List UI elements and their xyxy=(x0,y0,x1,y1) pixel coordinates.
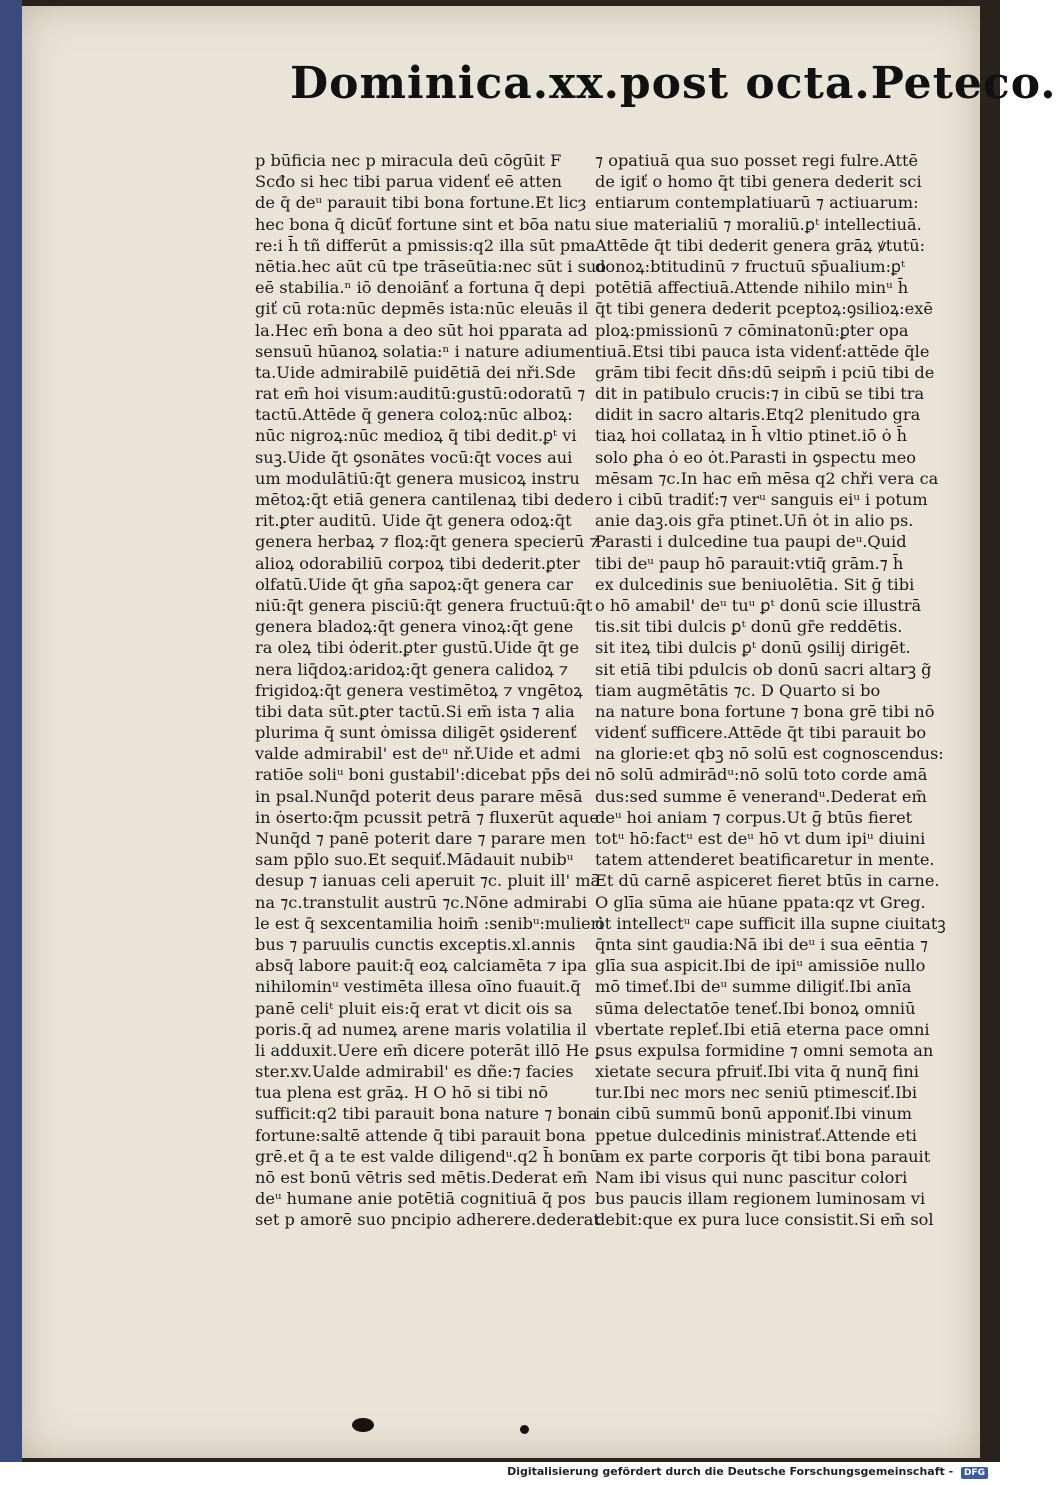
text-line: nihilominᵘ vestimēta illesa oīno fuauit.q̄ xyxy=(255,977,581,997)
page-heading: Dominica.xx.post octa.Peteco. xyxy=(290,58,1057,109)
dfg-logo: DFG xyxy=(961,1467,988,1479)
text-line: bus paucis illam regionem luminosam vi xyxy=(595,1189,926,1209)
text-line: na nature bona fortune ⁊ bona grē tibi nō xyxy=(595,701,935,721)
text-line: o hō amabil' deᵘ tuᵘ ꝑᵗ donū scie illustrā xyxy=(595,595,922,615)
text-line: de q̄ deᵘ parauit tibi bona fortune.Et licȝ xyxy=(255,193,587,213)
text-line: xietate secura pfruiť.Ibi vita q̄ nunq̄ fini xyxy=(595,1062,919,1082)
text-line: vbertate repleť.Ibi etiā eterna pace omni xyxy=(595,1019,930,1039)
text-line: donoꝝ:btitudinū ⁊ fructuū sp̄ualium:ꝑᵗ xyxy=(595,256,906,276)
text-line: set p amorē suo pncipio adherere.dederat xyxy=(255,1210,600,1230)
text-line: in psal.Nunq̄d poterit deus parare mēsā xyxy=(255,786,583,806)
text-line: Nam ibi visus qui nunc pascitur colori xyxy=(595,1168,908,1187)
text-line: tur.Ibi nec mors nec seniū ptimesciť.Ibi xyxy=(595,1083,918,1103)
text-line: rit.ꝑter auditū. Uide q̄t genera odoꝝ:q̄t xyxy=(255,511,572,531)
text-line: tibi deᵘ paup hō parauit:vtiq̄ grām.⁊ h̄ xyxy=(595,553,904,573)
text-line: anie daꝫ.ois gr̄a ptinet.Un̄ ȯt in alio ps. xyxy=(595,511,914,531)
text-line: nētia.hec aūt cū tpe trāseūtia:nec sūt i suo xyxy=(255,256,607,276)
text-line: ratiōe soliᵘ boni gustabil':dicebat pp̄s dei xyxy=(255,765,591,785)
text-line: nūc nigroꝝ:nūc medioꝝ q̄ tibi dedit.ꝑᵗ vi xyxy=(255,426,577,446)
text-line: le est q̄ sexcentamilia hoim̄ :senibᵘ:mulieri xyxy=(255,913,604,933)
text-line: siue materialiū ⁊ moraliū.ꝑᵗ intellectiuā. xyxy=(595,214,922,234)
text-line: ta.Uide admirabilē puidētiā dei nři.Sde xyxy=(255,362,576,382)
text-line: giť cū rota:nūc depmēs ista:nūc eleuās il xyxy=(255,299,589,319)
text-line: tiuā.Etsi tibi pauca ista videnť:attēde q̄le xyxy=(595,341,930,361)
text-line: alioꝝ odorabiliū corpoꝝ tibi dederit.ꝑter xyxy=(255,553,580,573)
text-line: rat em̄ hoi visum:auditū:gustū:odoratū ⁊ xyxy=(255,384,586,404)
text-line: entiarum contemplatiuarū ⁊ actiuarum: xyxy=(595,193,919,213)
text-line: ster.xv.Ualde admirabil' es dñe:⁊ facies xyxy=(255,1062,574,1082)
text-line: solo ꝑha ȯ eo ȯt.Parasti in ꝯspectu meo xyxy=(595,447,917,467)
text-line: ȯt intellectᵘ cape sufficit illa supne ciuitatꝫ xyxy=(595,913,946,933)
text-line: la.Hec em̄ bona a deo sūt hoi pparata ad xyxy=(255,320,588,340)
text-line: in cibū summū bonū apponiť.Ibi vinum xyxy=(595,1104,913,1124)
text-line: didit in sacro altaris.Etq2 plenitudo gra xyxy=(595,405,921,425)
text-line: plurima q̄ sunt ȯmissa diligēt ꝯsiderenť xyxy=(255,723,577,743)
text-line: re:i h̄ tñ differūt a pmissis:q2 illa sūt pma xyxy=(255,235,596,255)
text-line: bus ⁊ paruulis cunctis exceptis.xl.annis xyxy=(255,934,576,954)
text-line: sam pp̄lo suo.Et sequiť.Mādauit nubibᵘ xyxy=(255,850,574,870)
text-line: ppetue dulcedinis ministrať.Attende eti xyxy=(595,1125,917,1145)
text-line: q̄t tibi genera dederit pceptoꝝ:ꝯsilioꝝ:exē xyxy=(595,299,933,319)
text-line: sensuū hūanoꝝ solatia:ⁿ i nature adiumen xyxy=(255,341,596,361)
right-column xyxy=(595,150,946,1231)
text-line: p būficia nec p miracula deū cōgūit F xyxy=(255,151,562,170)
text-line: tua plena est grāꝝ. H O hō si tibi nō xyxy=(255,1083,549,1103)
text-line: nō solū admirādᵘ:nō solū toto corde amā xyxy=(595,765,928,785)
text-line: sit iteꝝ tibi dulcis ꝑᵗ donū ꝯsilij dirigēt. xyxy=(595,638,911,658)
text-line: O glīa sūma aie hūane ppata:qz vt Greg. xyxy=(595,892,926,912)
text-line: Nunq̄d ⁊ panē poterit dare ⁊ parare men xyxy=(255,829,586,848)
text-line: ⁊ opatiuā qua suo posset regi fulre.Attē xyxy=(595,151,919,170)
text-line: na ⁊c.transtulit austrū ⁊c.Nōne admirabi xyxy=(255,892,588,912)
text-line: suꝫ.Uide q̄t ꝯsonātes vocū:q̄t voces aui xyxy=(255,447,573,467)
text-line: frigidoꝝ:q̄t genera vestimētoꝝ ⁊ vngētoꝝ xyxy=(255,680,583,700)
text-line: nō est bonū vētris sed mētis.Dederat em̄ xyxy=(255,1168,588,1187)
text-line: nera liq̄doꝝ:aridoꝝ:q̄t genera calidoꝝ ⁊ xyxy=(255,659,569,679)
text-line: valde admirabil' est deᵘ nř.Uide et admi xyxy=(255,744,581,764)
text-line: potētiā affectiuā.Attende nihilo minᵘ h̄ xyxy=(595,278,909,298)
text-line: totᵘ hō:factᵘ est deᵘ hō vt dum ipiᵘ diuini xyxy=(595,829,926,848)
text-line: Parasti i dulcedine tua paupi deᵘ.Quid xyxy=(595,532,907,552)
text-line: grām tibi fecit dn̄s:dū seipm̄ i pciū tibi de xyxy=(595,362,935,382)
text-line: tis.sit tibi dulcis ꝑᵗ donū gr̄e reddētis. xyxy=(595,617,903,637)
text-line: panē celiᵗ pluit eis:q̄ erat vt dicit ois sa xyxy=(255,998,573,1018)
text-line: li adduxit.Uere em̄ dicere poterāt illō He xyxy=(255,1040,590,1060)
text-line: genera herbaꝝ ⁊ floꝝ:q̄t genera specierū ⁊ xyxy=(255,532,599,552)
footer-credit xyxy=(507,1465,988,1479)
text-line: ꝑsus expulsa formidine ⁊ omni semota an xyxy=(595,1040,934,1060)
text-line: dit in patibulo crucis:⁊ in cibū se tibi tra xyxy=(595,384,925,404)
text-line: Attēde q̄t tibi dederit genera grāꝝ ꝟtutū: xyxy=(595,235,926,255)
text-line: grē.et q̄ a te est valde diligendᵘ.q2 h̄ bonū xyxy=(255,1146,600,1166)
text-line: sūma delectatōe teneť.Ibi bonoꝝ omniū xyxy=(595,998,916,1018)
text-line: tatem attenderet beatificaretur in mente. xyxy=(595,850,935,870)
text-line: desup ⁊ ianuas celi aperuit ⁊c. pluit ill' mā xyxy=(255,871,601,891)
text-line: ra oleꝝ tibi ȯderit.ꝑter gustū.Uide q̄t ge xyxy=(255,638,580,658)
text-line: mēsam ⁊c.In hac em̄ mēsa q2 chři vera ca xyxy=(595,468,939,488)
left-column xyxy=(255,150,607,1231)
text-line: deᵘ hoi aniam ⁊ corpus.Ut ḡ btūs fieret xyxy=(595,807,913,827)
text-line: niū:q̄t genera pisciū:q̄t genera fructuū:q̄t xyxy=(255,595,593,615)
text-line: sufficit:q2 tibi parauit bona nature ⁊ bona xyxy=(255,1104,598,1124)
text-line: hec bona q̄ dicūť fortune sint et bōa natu xyxy=(255,214,591,234)
text-line: sit etiā tibi pdulcis ob donū sacri altarꝫ g̃ xyxy=(595,659,932,679)
footer-text: Digitalisierung gefördert durch die Deutsche Forschungsgemeinschaft - xyxy=(507,1465,954,1478)
text-line: ro i cibū tradiť:⁊ verᵘ sanguis eiᵘ i potum xyxy=(595,490,928,509)
text-line: mētoꝝ:q̄t etiā genera cantilenaꝝ tibi dede xyxy=(255,490,594,509)
text-line: glīa sua aspicit.Ibi de ipiᵘ amissiōe nullo xyxy=(595,956,926,976)
text-line: genera bladoꝝ:q̄t genera vinoꝝ:q̄t gene xyxy=(255,617,574,637)
text-line: eē stabilia.ⁿ iō denoiānť a fortuna q̄ depi xyxy=(255,278,586,298)
text-line: Scđo si hec tibi parua videnť eē atten xyxy=(255,172,562,192)
text-line: debit:que ex pura luce consistit.Si em̄ sol xyxy=(595,1210,934,1230)
text-line: poris.q̄ ad numeꝝ arene maris volatilia il xyxy=(255,1019,587,1039)
binding-edge xyxy=(0,0,22,1462)
text-line: mō timeť.Ibi deᵘ summe diligiť.Ibi anīa xyxy=(595,977,912,997)
text-line: dus:sed summe ē venerandᵘ.Dederat em̄ xyxy=(595,786,927,806)
text-line: Et dū carnē aspiceret fieret btūs in carne. xyxy=(595,871,940,891)
text-line: tiaꝝ hoi collataꝝ in h̄ vltio ptinet.iō ȯ h̄ xyxy=(595,426,908,446)
text-line: de igiť o homo q̄t tibi genera dederit sci xyxy=(595,172,922,192)
ink-blot xyxy=(520,1425,529,1434)
text-line: am ex parte corporis q̄t tibi bona parauit xyxy=(595,1146,931,1166)
text-line: deᵘ humane anie potētiā cognitiuā q̄ pos xyxy=(255,1189,586,1209)
text-line: q̄nta sint gaudia:Nā ibi deᵘ i sua eēntia ⁊ xyxy=(595,934,929,954)
text-line: in ȯserto:q̄m pcussit petrā ⁊ fluxerūt aque xyxy=(255,807,599,827)
text-line: tibi data sūt.ꝑter tactū.Si em̄ ista ⁊ alia xyxy=(255,701,575,721)
text-line: tactū.Attēde q̄ genera coloꝝ:nūc alboꝝ: xyxy=(255,405,573,425)
text-line: videnť sufficere.Attēde q̄t tibi parauit bo xyxy=(595,723,927,743)
ink-blot xyxy=(352,1418,374,1432)
text-line: ploꝝ:pmissionū ⁊ cōminatonū:ꝑter opa xyxy=(595,320,909,340)
text-line: olfatū.Uide q̄t gn̄a sapoꝝ:q̄t genera car xyxy=(255,574,573,594)
text-line: absq̄ labore pauit:q̄ eoꝝ calciamēta ⁊ ipa xyxy=(255,956,587,976)
text-line: fortune:saltē attende q̄ tibi parauit bona xyxy=(255,1125,586,1145)
text-line: na glorie:et qbꝫ nō solū est cognoscendus: xyxy=(595,744,944,764)
text-line: um modulātiū:q̄t genera musicoꝝ instru xyxy=(255,468,580,488)
text-line: tiam augmētātis ⁊c. D Quarto si bo xyxy=(595,680,881,700)
text-line: ex dulcedinis sue beniuolētia. Sit ḡ tibi xyxy=(595,574,915,594)
